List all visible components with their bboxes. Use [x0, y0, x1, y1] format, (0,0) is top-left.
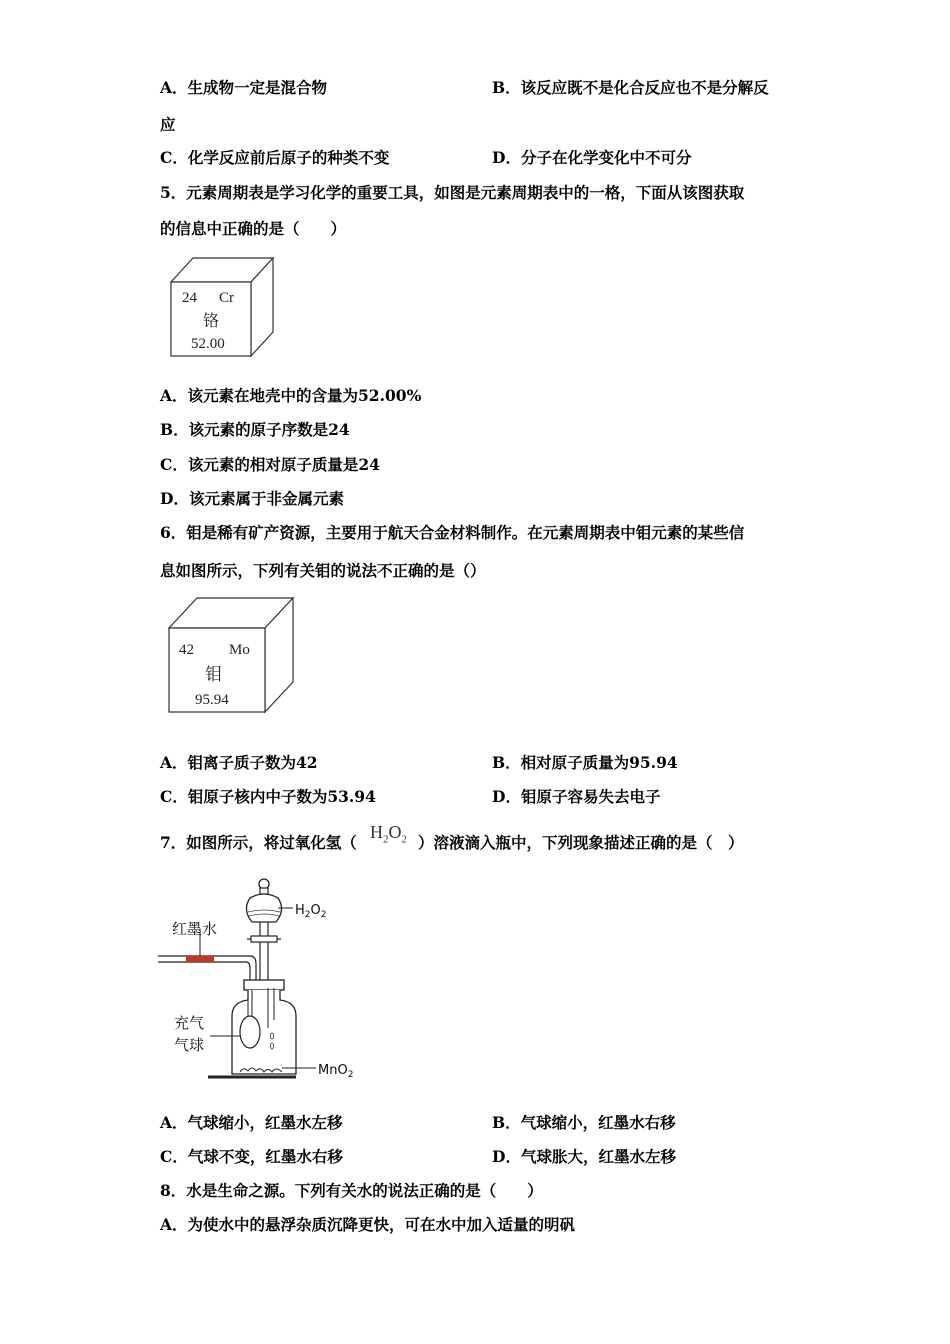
mno2-label: MnO$_2$ — [318, 1063, 354, 1080]
q5-option-d: D．该元素属于非金属元素 — [160, 489, 344, 508]
q4-option-b-continued: 应 — [160, 115, 176, 134]
q6-element-name: 钼 — [205, 665, 222, 684]
q5-stem-line1: 5．元素周期表是学习化学的重要工具，如图是元素周期表中的一格，下面从该图获取 — [160, 183, 745, 202]
q7-apparatus-diagram — [158, 876, 378, 1086]
q8-option-a: A．为使水中的悬浮杂质沉降更快，可在水中加入适量的明矾 — [160, 1215, 576, 1234]
q6-option-a: A．钼离子质子数为42 — [160, 753, 318, 772]
q7-stem-end: ）溶液滴入瓶中，下列现象描述正确的是（ ） — [418, 833, 744, 852]
q6-option-c: C．钼原子核内中子数为53.94 — [160, 787, 376, 806]
q7-option-c: C．气球不变，红墨水右移 — [160, 1147, 343, 1166]
q5-atomic-number: 24 — [182, 290, 197, 306]
q5-option-c: C．该元素的相对原子质量是24 — [160, 455, 380, 474]
red-ink-drop — [186, 956, 214, 962]
funnel-stopcock — [251, 936, 277, 942]
h2o2-label: $H_2O_2$ — [295, 903, 327, 920]
q6-option-b: B．相对原子质量为95.94 — [492, 753, 678, 772]
balloon-label-2: 气球 — [174, 1036, 205, 1054]
q7-option-d: D．气球胀大，红墨水左移 — [492, 1147, 676, 1166]
q5-element-name: 铬 — [203, 313, 220, 330]
q6-element-symbol: Mo — [229, 642, 250, 658]
q5-atomic-mass: 52.00 — [191, 336, 225, 352]
q6-stem-line1: 6．钼是稀有矿产资源，主要用于航天合金材料制作。在元素周期表中钼元素的某些信 — [160, 523, 745, 542]
q7-option-a: A．气球缩小，红墨水左移 — [160, 1113, 343, 1132]
q6-atomic-mass: 95.94 — [195, 692, 229, 708]
q4-option-a: A．生成物一定是混合物 — [160, 78, 328, 97]
bottle-stopper — [244, 980, 284, 990]
q4-option-c: C．化学反应前后原子的种类不变 — [160, 148, 390, 167]
q6-atomic-number: 42 — [179, 642, 194, 658]
q5-stem-line2: 的信息中正确的是（ ） — [160, 219, 347, 238]
q8-stem: 8．水是生命之源。下列有关水的说法正确的是（ ） — [160, 1181, 543, 1200]
balloon — [240, 1016, 260, 1048]
q4-option-b: B．该反应既不是化合反应也不是分解反 — [492, 78, 769, 97]
q7-formula-h2o2: $H_2O_2$ — [370, 822, 407, 846]
red-ink-label: 红墨水 — [172, 920, 218, 938]
q5-option-b: B．该元素的原子序数是24 — [160, 420, 350, 439]
q5-element-symbol: Cr — [219, 290, 234, 306]
q7-stem-start: 7．如图所示，将过氧化氢（ — [160, 833, 357, 852]
q4-option-d: D．分子在化学变化中不可分 — [492, 148, 692, 167]
q6-stem-line2: 息如图所示，下列有关钼的说法不正确的是（） — [160, 561, 486, 580]
funnel-bulb — [246, 894, 281, 922]
q5-element-cell — [165, 254, 280, 360]
q6-option-d: D．钼原子容易失去电子 — [492, 787, 661, 806]
q7-option-b: B．气球缩小，红墨水右移 — [492, 1113, 676, 1132]
q6-element-cell — [163, 594, 299, 716]
q5-option-a: A．该元素在地壳中的含量为52.00% — [160, 386, 422, 405]
balloon-label-1: 充气 — [174, 1014, 205, 1032]
